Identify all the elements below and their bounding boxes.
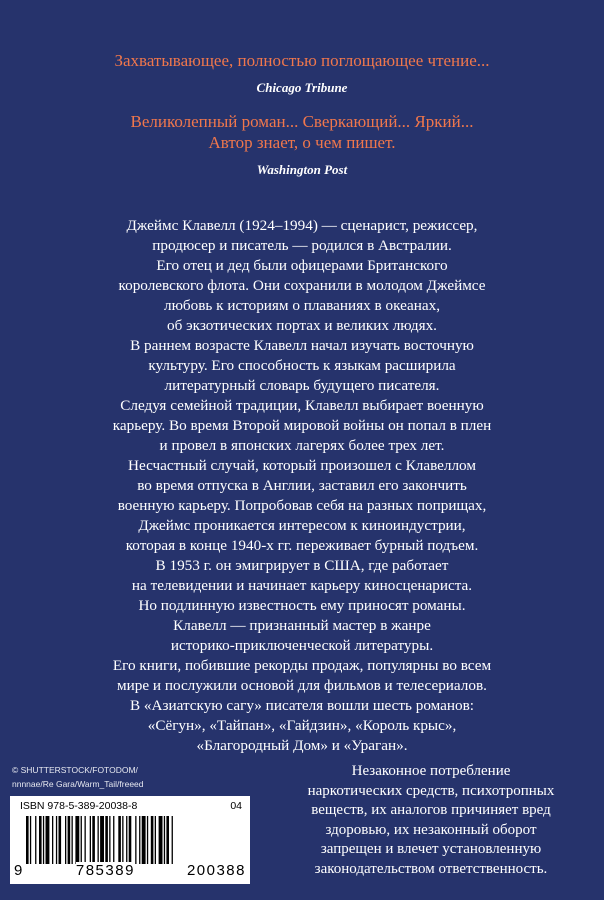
bio-line: В раннем возрасте Клавелл начал изучать восточную [130,337,474,354]
photo-credit-line-1: © SHUTTERSTOCK/FOTODOM/ [12,765,138,775]
bio-line: Следуя семейной традиции, Клавелл выбирает военную [120,397,484,414]
barcode-bar [142,816,146,864]
bio-line: продюсер и писатель — родился в Австралии. [152,237,452,254]
bio-line: во время отпуска в Англии, заставил его закончить [137,477,467,494]
bio-line: культуру. Его способность к языкам расширила [148,357,456,374]
barcode-bar [147,816,148,864]
barcode-bar [135,816,136,864]
barcode-bar [92,816,95,864]
bio-line: «Благородный Дом» и «Ураган». [196,737,408,754]
bio-line: на телевидении и начинает карьеру киносценариста. [131,577,473,594]
bio-line: «Сёгун», «Тайпан», «Гайдзин», «Король крыс», [147,717,457,734]
barcode-bars [26,816,234,864]
barcode-bar [109,816,110,864]
bio-line: Несчастный случай, который произошел с Клавеллом [128,457,476,474]
barcode-bar [98,816,99,864]
bio-line: Клавелл — признанный мастер в жанре [173,617,431,634]
barcode-bar [75,816,79,864]
bio-line: карьеру. Во время Второй мировой войны он попал в плен [112,417,492,434]
barcode-bar [139,816,140,864]
review-quote-2-line-2: Автор знает, о чем пишет. [208,133,396,152]
barcode-bar [166,816,169,864]
bio-line: военную карьеру. Попробовав себя на разных поприщах, [117,497,487,514]
barcode-digits [14,862,246,879]
bio-line: об экзотических портах и великих людях. [167,317,437,334]
bio-line: В 1953 г. он эмигрирует в США, где работает [155,557,449,574]
barcode-bar [43,816,44,864]
photo-credit-line-2: nnnnae/Re Gara/Warm_Tail/freeed [12,779,144,789]
barcode-bar [126,816,127,864]
barcode-bar [72,816,73,864]
warning-line: наркотических средств, психотропных [307,782,555,799]
bio-line: Но подлинную известность ему приносят романы. [138,597,466,614]
barcode-bar [118,816,121,864]
legal-warning [268,762,594,879]
isbn-barcode [10,796,250,884]
barcode-bar [159,816,163,864]
warning-line: законодательством ответственность. [314,860,548,877]
barcode-bar [35,816,36,864]
barcode-bar [52,816,53,864]
barcode-bar [155,816,156,864]
bio-line: любовь к историям о плаваниях в океанах, [164,297,440,314]
review-quote-2-line-1: Великолепный роман... Сверкающий... Яркий... [130,112,474,131]
barcode-bar [90,816,91,864]
barcode-digit-lead: 9 [14,862,24,879]
review-source-1: Chicago Tribune [256,80,348,95]
bio-line: мире и послужили основой для фильмов и телесериалов. [117,677,487,694]
bio-line: Джеймс проникается интересом к киноиндустрии, [138,517,466,534]
barcode-bar [85,816,86,864]
bio-line: Джеймс Клавелл (1924–1994) — сценарист, режиссер, [126,217,478,234]
barcode-bar [26,816,29,864]
bio-line: Его отец и дед были офицерами Британского [156,257,448,274]
barcode-bar [59,816,62,864]
barcode-digits-left: 785389 [75,862,135,879]
bio-line: королевского флота. Они сохранили в молодом Джеймсе [118,277,486,294]
author-biography [0,216,604,756]
barcode-bar [164,816,165,864]
barcode-bar [56,816,57,864]
bio-line: историко-приключенческой литературы. [170,637,434,654]
isbn-number: ISBN 978-5-389-20038-8 [20,800,138,812]
barcode-bar [81,816,82,864]
review-source-2: Washington Post [256,162,348,177]
barcode-bar [46,816,50,864]
barcode-bar [129,816,132,864]
barcode-bar [172,816,173,864]
bio-line: В «Азиатскую сагу» писателя вошли шесть романов: [130,697,474,714]
barcode-bar [105,816,108,864]
barcode-bar [39,816,42,864]
bio-line: которая в конце 1940-х гг. переживает бурный подъем. [125,537,479,554]
barcode-bar [113,816,114,864]
warning-line: запрещен и влечет установленную [320,841,542,857]
warning-line: здоровью, их незаконный оборот [325,821,537,838]
review-quotes [0,50,604,178]
barcode-bar [65,816,66,864]
bio-line: литературный словарь будущего писателя. [164,377,440,394]
barcode-bar [122,816,123,864]
isbn-row [20,800,242,812]
barcode-bar [151,816,154,864]
review-quote-1: Захватывающее, полностью поглощающее чтение... [114,51,490,70]
warning-line: Незаконное потребление [351,763,511,779]
bio-line: Его книги, побившие рекорды продаж, популярны во всем [112,657,492,674]
barcode-bar [100,816,104,864]
price-code: 04 [230,800,242,812]
warning-line: веществ, их аналогов причиняет вред [311,802,551,818]
bio-line: и провел в японских лагерях более трех лет. [159,437,445,454]
barcode-bar [30,816,31,864]
barcode-bar [68,816,71,864]
photo-credit [12,763,144,791]
barcode-digits-right: 200388 [186,862,246,879]
